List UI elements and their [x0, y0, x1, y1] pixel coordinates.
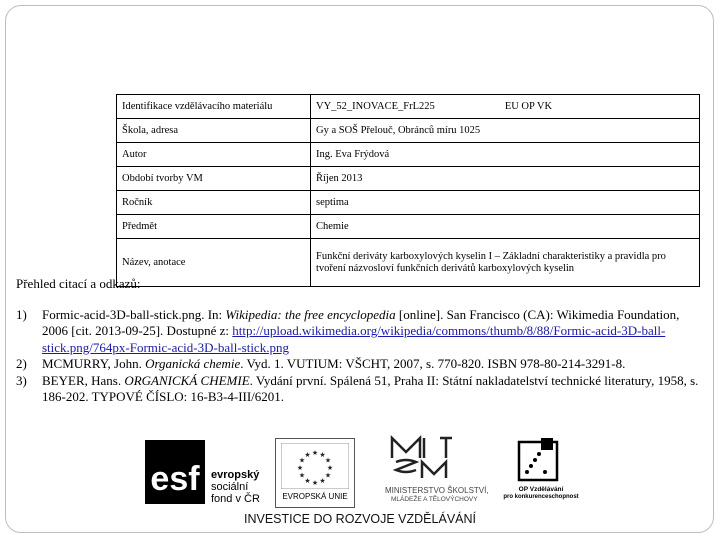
eu-star-icon: ★ [298, 456, 306, 465]
table-row [117, 119, 700, 143]
material-id: VY_52_INOVACE_FrL225 [316, 100, 435, 112]
eu-logo [275, 438, 355, 508]
eu-star-icon: ★ [319, 451, 326, 459]
eu-star-icon: ★ [304, 477, 311, 485]
investment-slogan: INVESTICE DO ROZVOJE VZDĚLÁVÁNÍ [244, 512, 476, 526]
table-row [117, 167, 700, 191]
reference-number: 3) [16, 372, 27, 388]
op-vk-line: pro konkurenceschopnost [503, 494, 579, 500]
label-cell: Název, anotace [117, 239, 311, 287]
label-cell: Období tvorby VM [117, 167, 311, 191]
references-heading: Přehled citací a odkazů: [16, 276, 141, 291]
reference-number: 2) [16, 356, 27, 371]
value-cell: Chemie [311, 215, 700, 239]
reference-item [16, 356, 706, 373]
esf-mark-icon [145, 440, 205, 504]
table-row [117, 215, 700, 239]
eu-flag-icon [281, 443, 349, 489]
eu-star-icon: ★ [296, 464, 304, 472]
reference-title: Wikipedia: the free encyclopedia [225, 306, 396, 322]
eu-star-icon: ★ [311, 449, 319, 457]
label-cell: Autor [117, 143, 311, 167]
label-cell: Identifikace vzdělávacího materiálu [117, 95, 311, 119]
msmt-line: MLÁDEŽE A TĚLOVÝCHOVY [391, 496, 478, 503]
msmt-line: MINISTERSTVO ŠKOLSTVÍ, [385, 486, 489, 495]
table-row [117, 191, 700, 215]
op-vk-line: OP Vzdělávání [518, 486, 564, 493]
reference-text: . Vydání první. Spálená 51, Praha II: Státní nakladatelství technické literatury, 1958, s. 186-202. TYPOVÉ ČÍSLO: 16-B3-4-III/6201. [42, 372, 699, 404]
op-vk-mark-icon [515, 434, 565, 484]
value-cell: Funkční deriváty karboxylových kyselin I – Základní charakteristiky a pravidla pro tvoření názvosloví funkčních derivátů karboxylových kyselin [311, 239, 700, 287]
reference-item [16, 373, 706, 406]
esf-logo [145, 436, 270, 508]
esf-line: fond v ČR [211, 493, 260, 505]
op-vk-logo [505, 434, 577, 510]
eu-caption: EVROPSKÁ UNIE [282, 492, 348, 501]
eu-star-icon: ★ [298, 471, 306, 480]
reference-item [16, 307, 706, 357]
eu-star-icon: ★ [324, 456, 332, 465]
references-list [16, 307, 706, 406]
reference-text: Formic-acid-3D-ball-stick.png. In: [42, 306, 226, 322]
eu-star-icon: ★ [319, 477, 326, 485]
reference-text: [online]. San Francisco (CA): Wikimedia Foundation, 2006 [cit. 2013-09-25]. Dostupné z: [42, 306, 680, 338]
eu-star-icon: ★ [326, 464, 334, 472]
esf-line: sociální [211, 481, 249, 493]
reference-title: Organická chemie [145, 356, 241, 371]
table-row [117, 143, 700, 167]
label-cell: Škola, adresa [117, 119, 311, 143]
reference-link[interactable]: http://upload.wikimedia.org/wikipedia/commons/thumb/8/88/Formic-acid-3D-ball-stick.png/764px-Formic-acid-3D-ball-stick.png [42, 323, 666, 355]
value-cell: septima [311, 191, 700, 215]
msmt-mark-icon [388, 434, 458, 482]
svg-text:esf: esf [150, 460, 200, 498]
table-row [117, 95, 700, 119]
label-cell: Ročník [117, 191, 311, 215]
reference-text: MCMURRY, John. [42, 356, 146, 371]
reference-title: ORGANICKÁ CHEMIE [124, 372, 250, 388]
label-cell: Předmět [117, 215, 311, 239]
value-cell: Gy a SOŠ Přelouč, Obránců míru 1025 [311, 119, 700, 143]
eu-star-icon: ★ [304, 451, 311, 459]
reference-text: BEYER, Hans. [42, 372, 125, 388]
material-info-table [116, 94, 700, 287]
reference-text: . Vyd. 1. VUTIUM: VŠCHT, 2007, s. 770-820. ISBN 978-80-214-3291-8. [240, 356, 626, 371]
eu-op-vk-label: EU OP VK [504, 100, 553, 112]
references-section [16, 276, 706, 406]
esf-line: evropský [211, 469, 260, 481]
reference-number: 1) [16, 306, 27, 322]
eu-star-icon: ★ [311, 479, 319, 487]
eu-star-icon: ★ [324, 471, 332, 480]
value-cell: Říjen 2013 [311, 167, 700, 191]
value-cell [311, 95, 700, 119]
value-cell: Ing. Eva Frýdová [311, 143, 700, 167]
sponsor-logos-strip [0, 432, 720, 532]
msmt-logo [385, 434, 495, 510]
